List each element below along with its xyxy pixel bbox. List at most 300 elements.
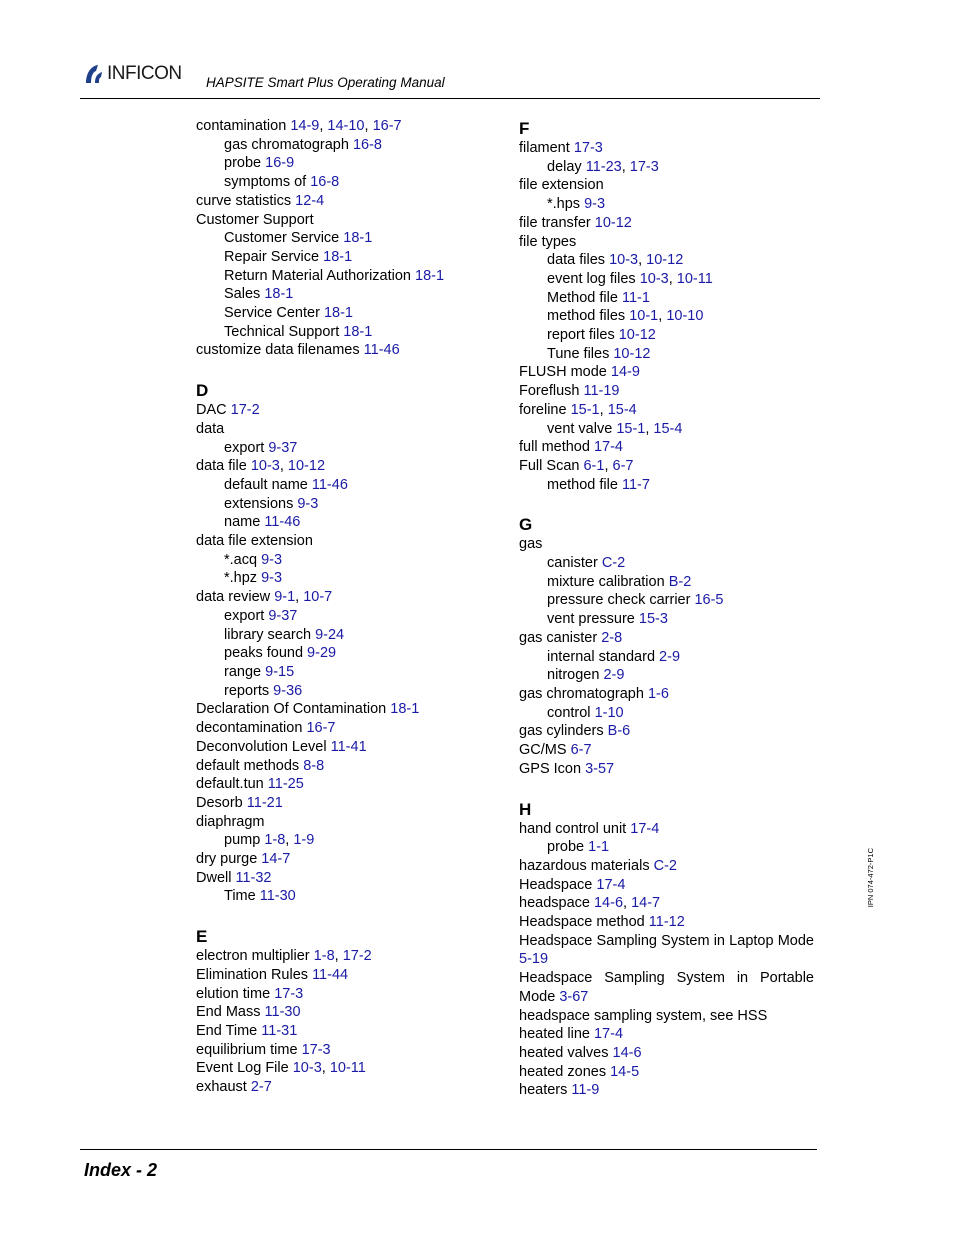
index-term: gas cylinders [519,723,604,740]
page-reference-link[interactable]: 9-3 [584,196,606,213]
page-reference-link[interactable]: 18-1 [323,248,353,265]
page-reference-link[interactable]: 9-36 [273,682,303,699]
page-reference-link[interactable]: 14-6 [593,895,624,912]
page-reference-link[interactable]: 11-30 [264,1004,301,1021]
index-entry: electron multiplier 1-8, 17-2 [196,948,372,965]
page-reference-link[interactable]: 11-46 [363,342,400,359]
index-term: Headspace method [519,914,645,931]
index-term: mixture calibration [547,573,665,590]
page-reference-link[interactable]: 14-5 [610,1063,640,1080]
page-reference-link[interactable]: 18-1 [343,230,373,247]
index-term: event log files [547,270,636,287]
index-term: Event Log File [196,1060,289,1077]
index-term: Headspace Sampling System in Portable Mode [519,970,814,1005]
index-term: export [224,439,265,456]
index-term: Declaration Of Contamination [196,701,387,718]
index-subentry [196,513,496,532]
page-reference-link[interactable]: 8-8 [303,757,325,774]
index-term: data file extension [196,533,313,550]
index-subentry [196,476,496,495]
index-entry [519,438,814,457]
index-term: probe [547,839,585,856]
page-reference-link[interactable]: 11-7 [621,476,650,493]
page-reference-link[interactable]: 16-8 [310,174,340,191]
page-reference-link[interactable]: 16-7 [372,118,402,134]
page-reference-link[interactable]: 11-46 [264,514,301,531]
page-reference-link[interactable]: 16-5 [694,592,724,609]
page-reference-link[interactable]: 6-7 [570,742,592,759]
index-subentry [196,285,496,304]
index-entry [519,722,814,741]
index-subentry [519,476,814,495]
index-entry [196,192,496,211]
page-reference-link[interactable]: 18-1 [264,286,294,303]
index-entry [196,1041,496,1060]
index-entry [519,214,814,233]
index-entry [519,1081,814,1100]
index-term: gas chromatograph [519,685,644,702]
index-term: Repair Service [224,248,320,265]
index-letter-heading: F [519,119,530,138]
index-subentry: pump 1-8, 1-9 [224,832,315,849]
page-reference-link[interactable]: 10-7 [303,589,333,606]
page-reference-link[interactable]: 9-24 [315,626,345,643]
index-term: DAC [196,402,227,419]
index-term: Deconvolution Level [196,738,327,755]
index-term: heated line [519,1026,590,1043]
index-subentry [196,154,496,173]
index-subentry [196,887,496,906]
index-term: range [224,663,262,680]
index-subentry [196,495,496,514]
index-subentry [519,704,814,723]
index-entry [196,341,496,360]
index-term: peaks found [224,645,304,662]
index-entry [519,535,814,554]
index-entry [519,363,814,382]
page-reference-link[interactable]: 17-4 [596,876,626,893]
index-term: Elimination Rules [196,966,309,983]
index-term: symptoms of [224,174,307,191]
index-entry: Event Log File 10-3, 10-11 [196,1060,366,1077]
index-term: FLUSH mode [519,364,607,381]
index-term: vent valve [547,420,613,437]
index-term: Tune files [547,345,610,362]
page-reference-link[interactable]: 10-3 [250,458,280,475]
index-letter-heading: G [519,515,533,535]
page-reference-link[interactable]: 15-1 [616,420,646,437]
index-subentry: data files 10-3, 10-12 [547,252,684,269]
page-reference-link[interactable]: 1-9 [293,832,315,849]
index-subentry [519,591,814,610]
page-reference-link[interactable]: 17-3 [301,1041,331,1058]
index-term: control [547,704,591,721]
index-entry [519,857,814,876]
index-term: GPS Icon [519,760,582,777]
index-subentry [519,666,814,685]
index-term: decontamination [196,720,303,737]
page-reference-link[interactable]: 10-12 [287,458,326,475]
page-reference-link[interactable]: 14-6 [612,1044,642,1061]
footer-rule [80,1149,817,1150]
page-reference-link[interactable]: 11-44 [312,966,349,983]
index-term: diaphragm [196,813,265,830]
page-reference-link[interactable]: 14-7 [631,895,661,912]
page-reference-link[interactable]: 9-3 [261,551,283,568]
index-subentry [196,229,496,248]
page-reference-link[interactable]: 10-11 [329,1060,366,1077]
page-reference-link[interactable]: 11-46 [311,476,348,493]
index-column-right [519,117,814,1100]
index-term: full method [519,439,590,456]
index-term: nitrogen [547,667,600,684]
page-reference-link[interactable]: 1-1 [588,839,610,856]
page-reference-link[interactable]: 2-8 [601,629,623,646]
index-term: Full Scan [519,457,580,474]
index-term: End Time [196,1022,258,1039]
page-reference-link[interactable]: 10-12 [618,327,656,344]
index-subentry [519,195,814,214]
page-reference-link[interactable]: 18-1 [390,701,420,718]
manual-title: HAPSITE Smart Plus Operating Manual [206,75,445,90]
inficon-logo-icon [83,63,105,85]
index-term: dry purge [196,851,258,868]
index-entry [196,700,496,719]
index-term: file transfer [519,214,591,231]
index-term: Customer Service [224,230,340,247]
index-entry [519,876,814,895]
page-reference-link[interactable]: 9-29 [307,645,337,662]
page-reference-link[interactable]: 11-25 [267,776,304,793]
index-subentry [196,304,496,323]
index-entry [519,932,814,969]
index-term: data files [547,252,606,269]
index-term: Technical Support [224,323,340,340]
index-entry [519,760,814,779]
index-term: name [224,514,261,531]
index-term: delay [547,158,582,175]
index-entry: data file 10-3, 10-12 [196,458,326,475]
index-entry [196,794,496,813]
index-term: Headspace Sampling System in Laptop Mode [519,932,814,949]
index-entry: headspace 14-6, 14-7 [519,895,661,912]
index-term: Desorb [196,794,243,811]
page-reference-link[interactable]: 11-21 [246,794,283,811]
logo-wordmark: INFICON [107,63,182,84]
index-letter-heading: H [519,799,532,819]
index-term: probe [224,155,262,172]
index-term: Return Material Authorization [224,267,411,284]
index-entry: Full Scan 6-1, 6-7 [519,457,634,474]
index-subentry [196,551,496,570]
page-reference-link[interactable]: 17-2 [230,402,260,419]
header-rule [80,98,820,99]
page-reference-link[interactable]: 17-4 [593,439,623,456]
index-entry [196,813,496,832]
page-reference-link[interactable]: 18-1 [415,267,445,284]
page-reference-link[interactable]: C-2 [601,555,626,572]
index-subentry [519,289,814,308]
page-reference-link[interactable]: 2-9 [659,648,681,665]
page-reference-link[interactable]: 9-15 [265,663,295,680]
index-term: file types [519,233,577,250]
index-term: Time [224,888,256,905]
page-reference-link[interactable]: 9-37 [268,607,298,624]
index-term: pump [224,832,261,849]
page-label: Index - 2 [84,1160,158,1180]
index-subentry [196,663,496,682]
page-reference-link[interactable]: 17-3 [629,158,659,175]
index-entry [519,685,814,704]
page-reference-link[interactable]: 2-7 [250,1079,272,1096]
index-term: default methods [196,757,300,774]
index-term: Method file [547,289,618,306]
index-term: contamination [196,118,287,134]
index-entry [196,757,496,776]
index-term: filament [519,140,570,156]
page-reference-link[interactable]: 15-4 [607,401,637,418]
page-reference-link[interactable]: 14-7 [261,851,291,868]
page-reference-link[interactable]: 6-7 [612,457,634,474]
page-reference-link[interactable]: 2-9 [603,667,625,684]
index-entry [196,850,496,869]
index-entry [519,1044,814,1063]
index-subentry [196,569,496,588]
page-reference-link[interactable]: 9-37 [268,439,298,456]
index-term: method file [547,476,618,493]
page-reference-link[interactable]: 17-4 [593,1026,624,1043]
page-reference-link[interactable]: 10-12 [594,214,632,231]
index-subentry [196,644,496,663]
index-subentry [196,136,496,155]
index-entry [196,869,496,888]
page-reference-link[interactable]: 9-3 [297,495,319,512]
index-subentry [196,323,496,342]
index-entry [196,738,496,757]
index-term: extensions [224,495,294,512]
page-reference-link[interactable]: 17-2 [342,948,372,965]
index-term: Headspace [519,876,593,893]
index-subentry [196,439,496,458]
page-reference-link[interactable]: 10-12 [613,345,651,362]
index-term: *.hps [547,196,581,213]
page-reference-link[interactable]: 16-7 [306,720,336,737]
index-term: data review [196,589,271,606]
index-subentry [519,610,814,629]
index-term: Sales [224,286,261,303]
index-term: export [224,607,265,624]
page-reference-link[interactable]: 6-1 [583,457,605,474]
index-entry [196,1078,496,1097]
index-term: data [196,420,225,437]
index-term: reports [224,682,270,699]
index-subentry [519,838,814,857]
index-term: headspace [519,895,590,912]
index-entry [196,1022,496,1041]
index-term: vent pressure [547,611,635,628]
index-term: curve statistics [196,192,292,209]
page-reference-link[interactable]: 10-10 [666,308,704,325]
index-entry [519,741,814,760]
page-reference-link[interactable]: 17-3 [274,985,304,1002]
index-subentry: event log files 10-3, 10-11 [547,270,713,287]
index-subentry [519,326,814,345]
index-entry [196,420,496,439]
index-subentry [196,626,496,645]
index-term: method files [547,308,626,325]
page-reference-link[interactable]: B-2 [668,573,692,590]
index-entry [519,969,814,1006]
document-code: IPN 074-472-P1C [866,848,875,908]
index-term: Customer Support [196,211,314,228]
page-reference-link[interactable]: 14-10 [327,118,365,134]
index-term: customize data filenames [196,342,360,359]
index-letter-heading: E [196,927,208,947]
index-term: *.hpz [224,570,258,587]
page-reference-link[interactable]: 11-23 [585,158,622,175]
index-term: hazardous materials [519,857,650,874]
page-reference-link[interactable]: 3-57 [585,760,615,777]
page-reference-link[interactable]: 11-31 [261,1022,298,1039]
index-term: report files [547,327,615,344]
page-reference-link[interactable]: 16-9 [265,155,295,172]
page-reference-link[interactable]: 1-6 [647,685,669,702]
page-reference-link[interactable]: 17-4 [630,820,660,837]
page-reference-link[interactable]: 15-1 [570,401,600,418]
index-subentry: vent valve 15-1, 15-4 [547,420,683,437]
index-entry [519,233,814,252]
index-term: heaters [519,1082,568,1099]
index-term: data file [196,458,247,475]
index-entry [519,176,814,195]
index-entry [196,532,496,551]
index-entry [519,629,814,648]
index-subentry [519,554,814,573]
page-reference-link[interactable]: 10-1 [629,308,659,325]
page-reference-link[interactable]: 9-1 [274,589,296,606]
index-subentry [519,345,814,364]
page-reference-link[interactable]: 18-1 [323,305,353,322]
index-term: pressure check carrier [547,592,691,609]
document-code-area [866,848,878,928]
index-subentry [196,267,496,286]
index-term: heated valves [519,1044,609,1061]
index-subentry [519,648,814,667]
page-reference-link[interactable]: 1-10 [594,704,624,721]
index-term: heated zones [519,1063,607,1080]
index-term: Foreflush [519,383,580,400]
page-reference-link[interactable]: 11-1 [621,289,650,306]
page-reference-link[interactable]: 9-3 [261,570,283,587]
page-reference-link[interactable]: 10-3 [292,1060,322,1077]
page-reference-link[interactable]: 3-67 [559,988,589,1005]
index-term: electron multiplier [196,948,310,965]
page-header [80,58,820,100]
index-entry [196,1003,496,1022]
index-letter-heading: D [196,381,209,401]
page-reference-link[interactable]: 11-12 [648,914,685,931]
index-subentry [196,607,496,626]
index-term: Dwell [196,869,232,886]
index-entry [196,775,496,794]
index-term: gas chromatograph [224,136,349,153]
index-entry [519,913,814,932]
page-reference-link[interactable]: 10-3 [609,252,639,269]
page-reference-link[interactable]: 14-9 [610,364,640,381]
page-reference-link[interactable]: 11-41 [330,738,367,755]
index-entry [196,719,496,738]
index-term: canister [547,555,598,572]
index-term: gas [519,536,543,553]
index-term: elution time [196,985,271,1002]
index-subentry [196,173,496,192]
index-term: internal standard [547,648,656,665]
index-subentry: delay 11-23, 17-3 [547,158,659,175]
page-reference-link[interactable]: 1-8 [313,948,335,965]
index-entry [519,1025,814,1044]
page-reference-link[interactable]: 1-8 [264,832,286,849]
index-entry [196,985,496,1004]
index-term: exhaust [196,1079,247,1096]
index-term: GC/MS [519,742,567,759]
index-entry [196,211,496,230]
page-reference-link[interactable]: B-6 [607,723,631,740]
page-reference-link[interactable]: 10-11 [676,270,713,287]
index-subentry: method files 10-1, 10-10 [547,308,704,325]
page-reference-link[interactable]: 17-3 [573,140,603,156]
index-term: hand control unit [519,820,627,837]
index-entry: foreline 15-1, 15-4 [519,401,637,418]
page-reference-link[interactable]: 16-8 [352,136,382,153]
inficon-logo [83,60,182,88]
page-reference-link[interactable]: 11-30 [259,888,296,905]
index-subentry [196,248,496,267]
index-term: equilibrium time [196,1041,298,1058]
index-entry [196,966,496,985]
index-entry: data review 9-1, 10-7 [196,589,333,606]
index-term: End Mass [196,1004,261,1021]
index-subentry [196,682,496,701]
page-reference-link[interactable]: 11-19 [583,383,620,400]
index-term: library search [224,626,312,643]
page-reference-link[interactable]: C-2 [653,857,677,874]
page-reference-link[interactable]: 15-4 [653,420,683,437]
page-reference-link[interactable]: 10-12 [646,252,684,269]
page-reference-link[interactable]: 18-1 [343,323,373,340]
page-reference-link[interactable]: 5-19 [519,951,549,968]
index-term: gas canister [519,629,598,646]
page-reference-link[interactable]: 11-32 [235,869,272,886]
index-term: default name [224,476,308,493]
index-entry [519,382,814,401]
index-term: *.acq [224,551,258,568]
page-reference-link[interactable]: 14-9 [290,118,320,134]
index-column-left [196,117,496,1097]
index-term: file extension [519,177,604,194]
index-subentry [519,573,814,592]
page-reference-link[interactable]: 15-3 [638,611,668,628]
index-term: default.tun [196,776,264,793]
index-entry [519,139,814,158]
index-term: headspace sampling system, see HSS [519,1007,768,1024]
page-reference-link[interactable]: 11-9 [571,1082,600,1099]
index-entry [519,820,814,839]
page-reference-link[interactable]: 10-3 [639,270,669,287]
index-entry: contamination 14-9, 14-10, 16-7 [196,118,402,134]
index-entry [519,1007,814,1026]
index-entry [519,1063,814,1082]
page-reference-link[interactable]: 12-4 [295,192,325,209]
